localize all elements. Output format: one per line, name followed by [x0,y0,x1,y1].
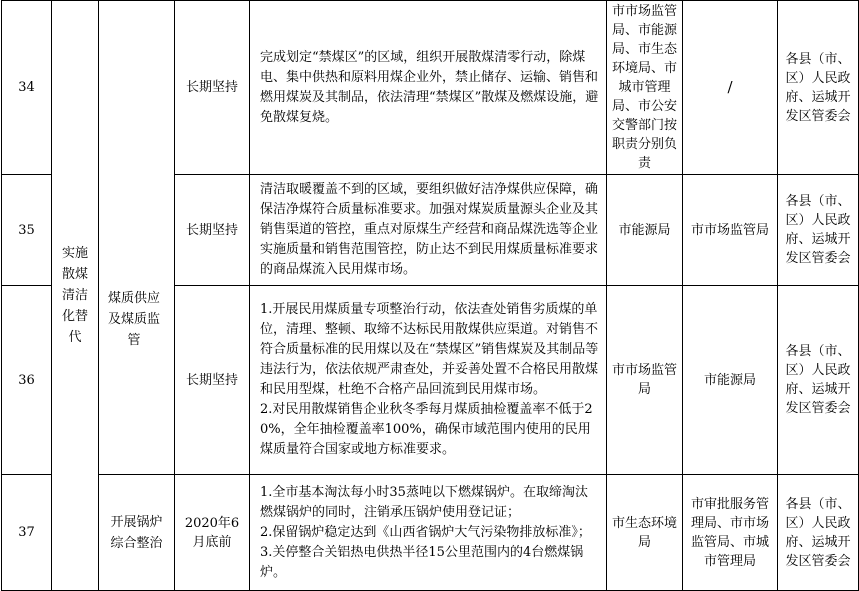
task-cell [250,175,607,286]
task-cell [250,1,607,175]
task-cell [250,286,607,475]
implementing-unit-cell: 各县（市、区）人民政府、运城开发区管委会 [778,1,859,175]
lead-department-cell: 市能源局 [607,175,683,286]
task-text: 1.开展民用煤质量专项整治行动，依法查处销售劣质煤的单位，清理、整顿、取缔不达标民用散煤供应渠道。对销售不符合质量标准的民用煤以及在“禁煤区”销售煤炭及其制品等违法行为，依法依规严肃查处，并妥善处置不合格民用散煤和民用型煤，杜绝不合格产品回流到民用煤市场。 [260,302,599,397]
deadline-cell: 2020年6月底前 [175,475,250,591]
cooperating-department-cell: 市能源局 [683,286,778,475]
implementing-unit-cell: 各县（市、区）人民政府、运城开发区管委会 [778,475,859,591]
row-number: 34 [2,1,52,175]
deadline-cell: 长期坚持 [175,1,250,175]
task-text: 完成划定“禁煤区”的区域，组织开展散煤清零行动，除煤电、集中供热和原料用煤企业外，禁止储存、运输、销售和燃用煤炭及其制品，依法清理“禁煤区”散煤及燃煤设施，避免散煤复烧。 [260,49,599,125]
task-text: 1.全市基本淘汰每小时35蒸吨以下燃煤锅炉。在取缔淘汰燃煤锅炉的同时，注销承压锅炉使用登记证； [260,484,588,520]
lead-department-cell: 市生态环境局 [607,475,683,591]
task-text: 2.保留锅炉稳定达到《山西省锅炉大气污染物排放标准》； [260,524,591,540]
task-text: 3.关停整合关铝热电供热半径15公里范围内的4台燃煤锅炉。 [260,544,584,580]
implementing-unit-cell: 各县（市、区）人民政府、运城开发区管委会 [778,175,859,286]
task-cell [250,475,607,591]
task-text: 清洁取暖覆盖不到的区域，要组织做好洁净煤供应保障，确保洁净煤符合质量标准要求。加强对煤炭质量源头企业及其销售渠道的管控，重点对原煤生产经营和商品煤洗选等企业实施质量和销售范围管控，防止达不到民用煤质量标准要求的商品煤流入民用煤市场。 [260,182,599,277]
lead-department-cell: 市市场监管局 [607,286,683,475]
row-number: 36 [2,286,52,475]
table-row [2,1,859,175]
task-text: 2.对民用散煤销售企业秋冬季每月煤质抽检覆盖率不低于20%，全年抽检覆盖率100%，确保市域范围内使用的民用煤质量符合国家或地方标准要求。 [260,402,593,457]
cooperating-department-cell: / [683,1,778,175]
row-number: 37 [2,475,52,591]
cooperating-department-cell: 市审批服务管理局、市市场监管局、市城市管理局 [683,475,778,591]
cooperating-department-cell: 市市场监管局 [683,175,778,286]
table-row [2,475,859,591]
subcategory-cell-upper [99,1,175,475]
measure-cell: 开展锅炉综合整治 [99,475,175,591]
deadline-cell: 长期坚持 [175,286,250,475]
lead-department-cell: 市市场监管局、市能源局、市生态环境局、市城市管理局、市公安交警部门按职责分别负责 [607,1,683,175]
row-number: 35 [2,175,52,286]
subcategory-label: 煤质供应及煤质监管 [107,291,160,348]
deadline-cell: 长期坚持 [175,175,250,286]
implementing-unit-cell: 各县（市、区）人民政府、运城开发区管委会 [778,286,859,475]
category-cell: 实施散煤清洁化替代 [52,1,99,591]
